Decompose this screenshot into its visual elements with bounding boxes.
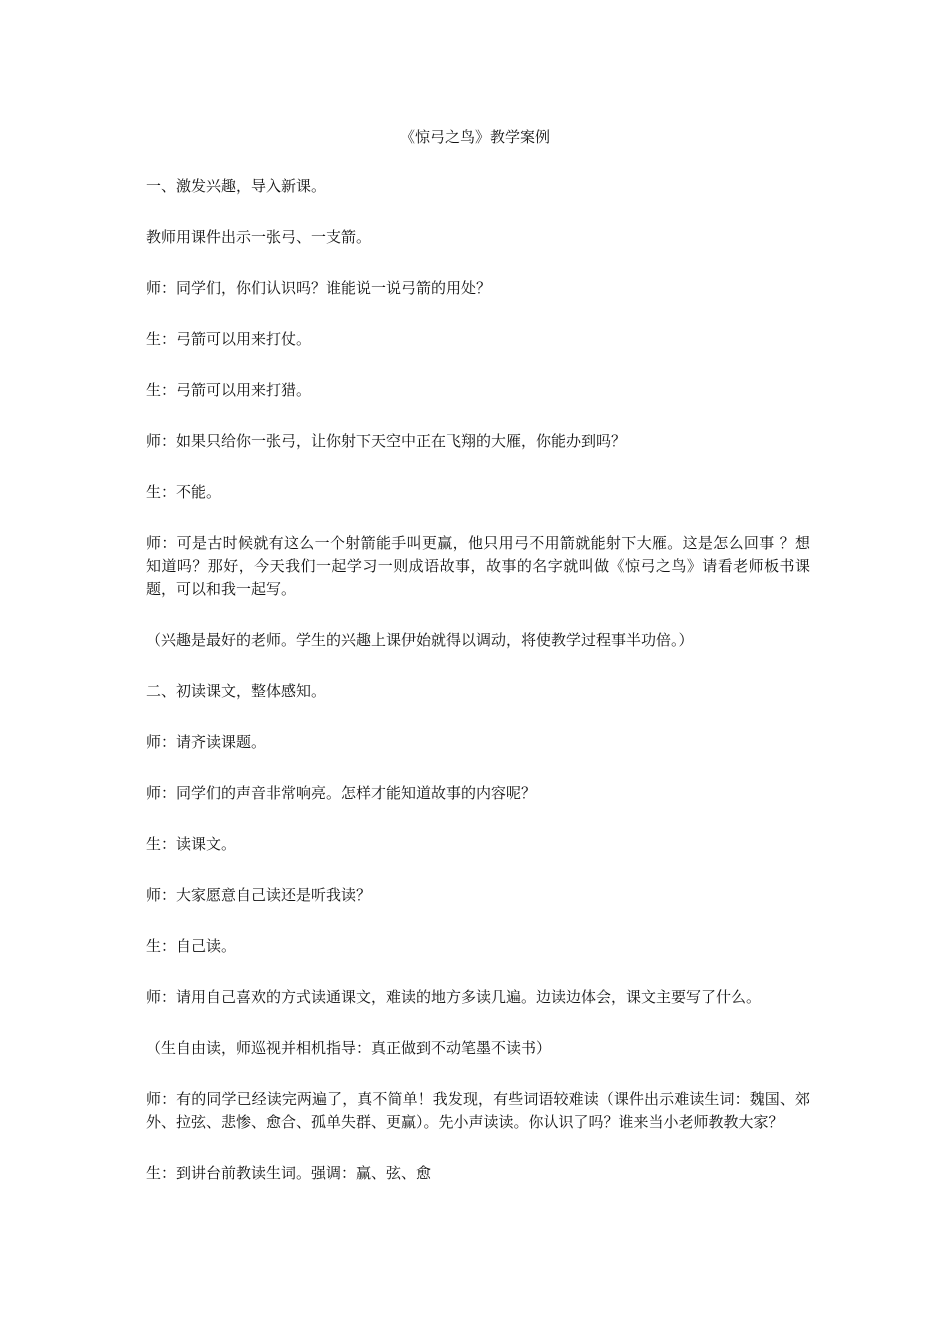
dialogue-line: 师：大家愿意自己读还是听我读？ (146, 886, 372, 904)
document-body (146, 175, 810, 1213)
section-heading-1: 一、激发兴趣，导入新课。 (146, 177, 327, 195)
dialogue-line: 生：自己读。 (146, 937, 237, 955)
dialogue-line: 生：读课文。 (146, 835, 237, 853)
dialogue-line: 师：请用自己喜欢的方式读通课文，难读的地方多读几遍。边读边体会，课文主要写了什么。 (146, 988, 762, 1006)
dialogue-line: 生：不能。 (146, 483, 222, 501)
dialogue-line: 师：请齐读课题。 (146, 733, 267, 751)
dialogue-line: 生：到讲台前教读生词。强调：赢、弦、愈 (146, 1164, 432, 1182)
document-title: 《惊弓之鸟》教学案例 (399, 128, 550, 146)
teaching-note: （兴趣是最好的老师。学生的兴趣上课伊始就得以调动，将使教学过程事半功倍。） (146, 631, 694, 649)
dialogue-line: 师：同学们的声音非常响亮。怎样才能知道故事的内容呢？ (146, 784, 537, 802)
dialogue-line: 生：弓箭可以用来打仗。 (146, 330, 312, 348)
dialogue-line: 师：可是古时候就有这么一个射箭能手叫更赢，他只用弓不用箭就能射下大雁。这是怎么回事 ？想知道吗？那好，今天我们一起学习一则成语故事，故事的名字就叫做《惊弓之鸟》请看老师板书课题，可以和我一起写。 (146, 534, 810, 598)
dialogue-line: 师：有的同学已经读完两遍了，真不简单！我发现，有些词语较难读（课件出示难读生词：魏国、郊外、拉弦、悲惨、愈合、孤单失群、更赢）。先小声读读。你认识了吗？谁来当小老师教教大家？ (146, 1090, 810, 1131)
paragraph: 教师用课件出示一张弓、一支箭。 (146, 228, 372, 246)
teaching-note: （生自由读，师巡视并相机指导：真正做到不动笔墨不读书） (146, 1039, 552, 1057)
dialogue-line: 师：如果只给你一张弓，让你射下天空中正在飞翔的大雁，你能办到吗？ (146, 432, 627, 450)
dialogue-line: 生：弓箭可以用来打猎。 (146, 381, 312, 399)
section-heading-2: 二、初读课文，整体感知。 (146, 682, 327, 700)
dialogue-line: 师：同学们，你们认识吗？谁能说一说弓箭的用处？ (146, 279, 492, 297)
